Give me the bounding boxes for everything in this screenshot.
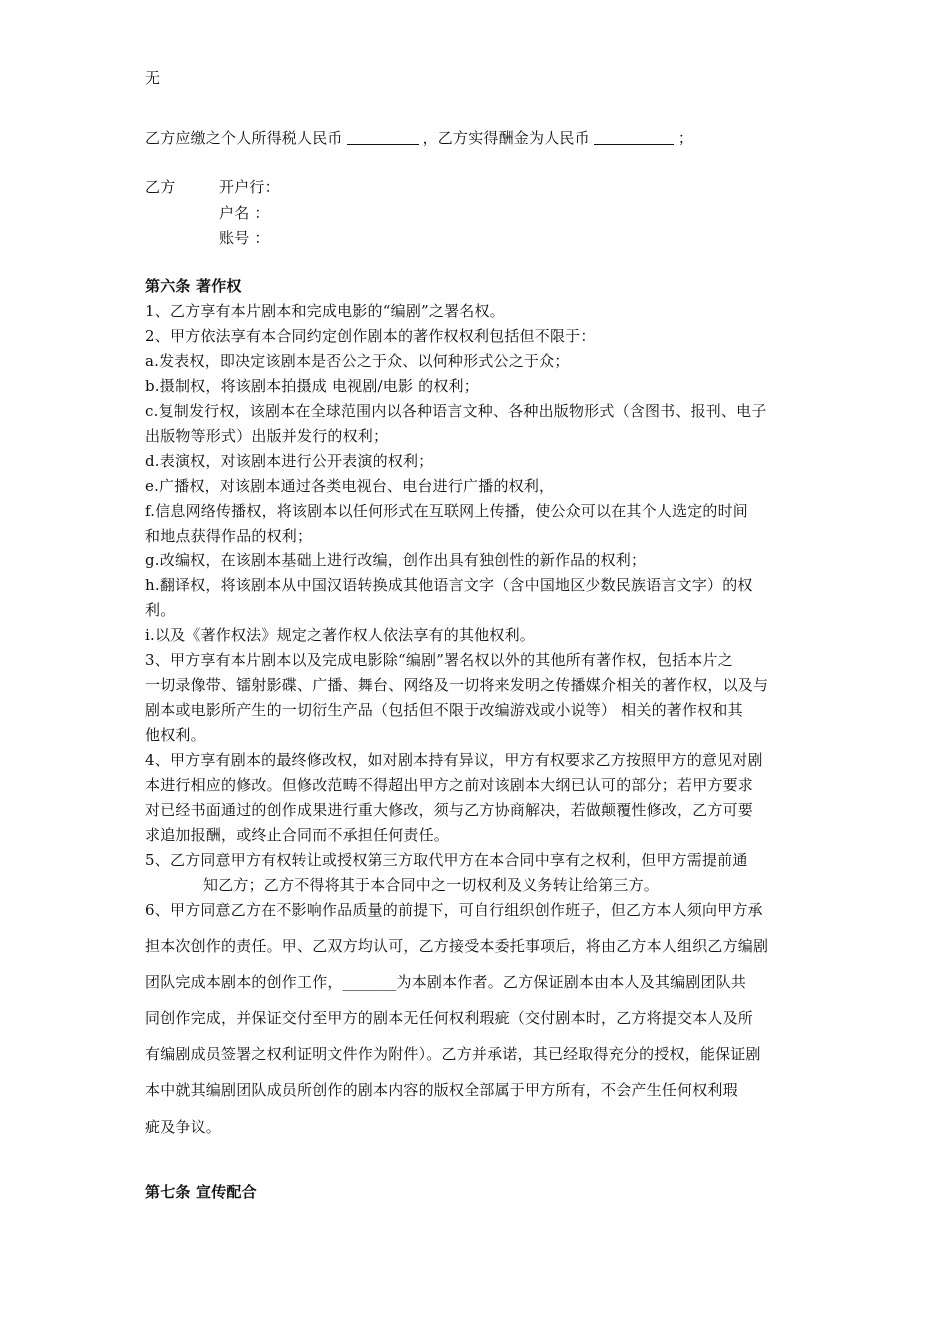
bank-name-label: 开户行： — [219, 178, 280, 196]
art6-line: b.摄制权，将该剧本拍摄成 电视剧/电影 的权利； — [145, 377, 479, 395]
tax-amount-blank[interactable] — [347, 130, 419, 145]
art6-line: 4、甲方享有剧本的最终修改权，如对剧本持有异议，甲方有权要求乙方按照甲方的意见对剧 — [145, 751, 763, 769]
tax-text-1: 乙方应缴之个人所得税人民币 — [145, 129, 343, 147]
art6-line: d.表演权，对该剧本进行公开表演的权利； — [145, 452, 434, 470]
account-holder-label: 户名 ： — [219, 204, 270, 222]
art6-line: 担本次创作的责任。甲、乙双方均认可，乙方接受本委托事项后，将由乙方本人组织乙方编剧 — [145, 937, 769, 955]
art6-line: 有编剧成员签署之权利证明文件作为附件）。乙方并承诺，其已经取得充分的授权，能保证剧 — [145, 1045, 761, 1063]
art6-line: 6、甲方同意乙方在不影响作品质量的前提下，可自行组织创作班子，但乙方本人须向甲方承 — [145, 901, 763, 919]
tax-text-2: ，乙方实得酬金为人民币 — [422, 129, 590, 147]
art6-line: 对已经书面通过的创作成果进行重大修改，须与乙方协商解决，若做颠覆性修改，乙方可要 — [145, 801, 754, 819]
art6-line: 1、乙方享有本片剧本和完成电影的“编剧”之署名权。 — [145, 302, 505, 320]
art6-line: 知乙方；乙方不得将其于本合同中之一切权利及义务转让给第三方。 — [203, 876, 660, 894]
art6-line: g.改编权，在该剧本基础上进行改编，创作出具有独创性的新作品的权利； — [145, 551, 647, 569]
art6-line: 利。 — [145, 601, 176, 619]
article-7-heading: 第七条 宣传配合 — [145, 1183, 257, 1201]
art6-line: 3、甲方享有本片剧本以及完成电影除“编剧”署名权以外的其他所有著作权，包括本片之 — [145, 651, 733, 669]
bank-party-label: 乙方 — [145, 178, 176, 196]
tax-line — [145, 128, 693, 148]
art6-line: a.发表权，即决定该剧本是否公之于众、以何种形式公之于众； — [145, 352, 570, 370]
art6-line: 5、乙方同意甲方有权转让或授权第三方取代甲方在本合同中享有之权利，但甲方需提前通 — [145, 851, 748, 869]
art6-line: c.复制发行权，该剧本在全球范围内以各种语言文种、各种出版物形式（含图书、报刊、电子 — [145, 402, 767, 420]
art6-line: 本中就其编剧团队成员所创作的剧本内容的版权全部属于甲方所有，不会产生任何权利瑕 — [145, 1081, 738, 1099]
art6-line: 他权利。 — [145, 726, 206, 744]
article-6-heading: 第六条 著作权 — [145, 277, 242, 295]
art6-line: 团队完成本剧本的创作工作，_______为本剧本作者。乙方保证剧本由本人及其编剧团队共 — [145, 973, 747, 991]
art6-line: i.以及《著作权法》规定之著作权人依法享有的其他权利。 — [145, 626, 535, 644]
net-pay-blank[interactable] — [594, 130, 674, 145]
art6-line: f.信息网络传播权，将该剧本以任何形式在互联网上传播，使公众可以在其个人选定的时间 — [145, 502, 748, 520]
art6-line: 一切录像带、镭射影碟、广播、舞台、网络及一切将来发明之传播媒介相关的著作权，以及与 — [145, 676, 769, 694]
art6-line: h.翻译权，将该剧本从中国汉语转换成其他语言文字（含中国地区少数民族语言文字）的权 — [145, 576, 753, 594]
art6-line: 疵及争议。 — [145, 1118, 222, 1136]
tax-text-3: ； — [677, 129, 694, 147]
art6-line: e.广播权，对该剧本通过各类电视台、电台进行广播的权利， — [145, 477, 555, 495]
art6-line: 求追加报酬，或终止合同而不承担任何责任。 — [145, 826, 450, 844]
account-number-label: 账号 ： — [219, 229, 270, 247]
art6-line: 剧本或电影所产生的一切衍生产品（包括但不限于改编游戏或小说等） 相关的著作权和其 — [145, 701, 743, 719]
art6-line: 出版物等形式）出版并发行的权利； — [145, 427, 389, 445]
art6-line: 同创作完成，并保证交付至甲方的剧本无任何权利瑕疵（交付剧本时，乙方将提交本人及所 — [145, 1009, 754, 1027]
art6-line: 和地点获得作品的权利； — [145, 527, 313, 545]
art6-line: 2、甲方依法享有本合同约定创作剧本的著作权权利包括但不限于： — [145, 327, 596, 345]
art6-line: 本进行相应的修改。但修改范畴不得超出甲方之前对该剧本大纲已认可的部分；若甲方要求 — [145, 776, 754, 794]
none-text: 无 — [145, 69, 161, 87]
